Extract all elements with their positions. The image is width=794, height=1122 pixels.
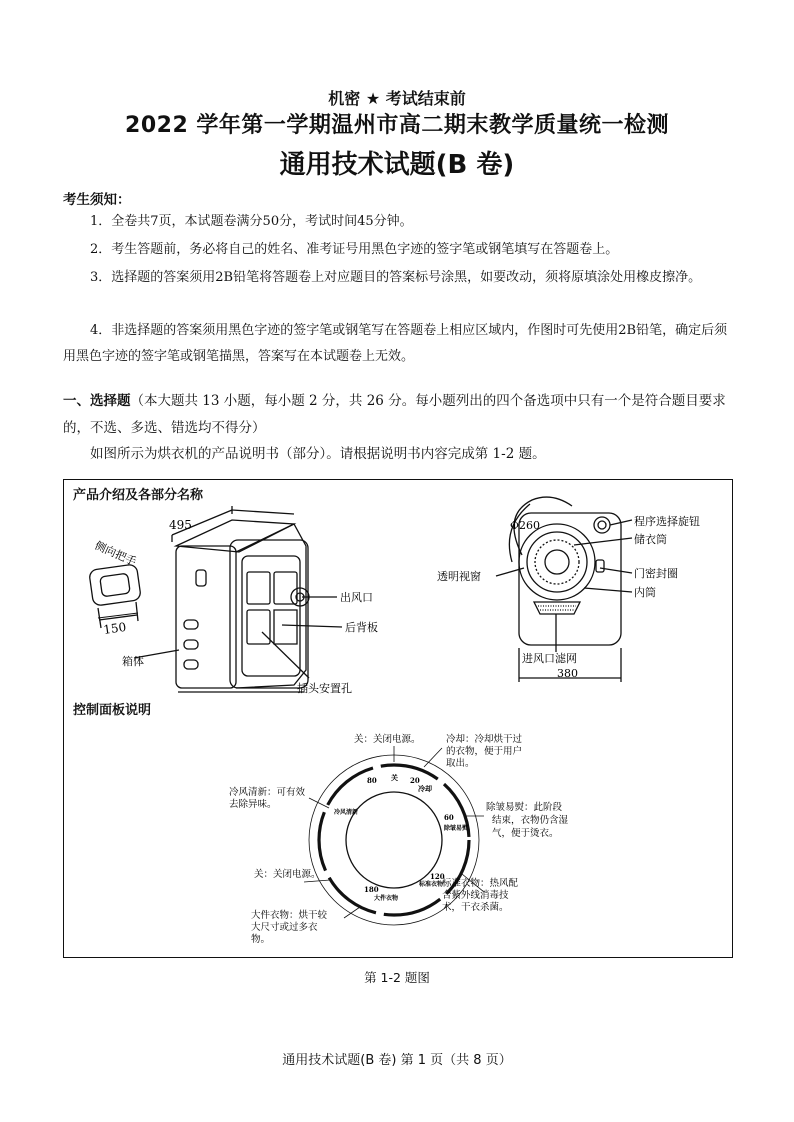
- exam-title: 2022 学年第一学期温州市高二期末教学质量统一检测: [125, 113, 669, 138]
- dial-off-top: 关：关闭电源。: [354, 734, 421, 745]
- dim-260: Φ260: [510, 519, 541, 532]
- notice-heading: 考生须知：: [63, 192, 131, 208]
- dial-wrinkle: 除皱易熨：此阶段结束，衣物仍含湿气，便于烫衣。: [486, 802, 569, 839]
- dial-off-left: 关：关闭电源。: [254, 869, 321, 880]
- notice-item-1: 1．全卷共7页，本试题卷满分50分，考试时间45分钟。: [90, 214, 413, 229]
- section-1-label: 一、选择题: [63, 393, 131, 409]
- notice-item-2: 2．考生答题前，务必将自己的姓名、准考证号用黑色字迹的签字笔或钢笔填写在答题卷上。: [90, 242, 619, 257]
- tick-20: 20: [410, 776, 420, 785]
- figure-caption: 第 1-2 题图: [364, 970, 430, 985]
- label-back-panel: 后背板: [345, 621, 378, 634]
- label-window: 透明视窗: [437, 570, 481, 583]
- figure-part-title: 产品介绍及各部分名称: [73, 488, 204, 503]
- tick-large: 大件衣物: [374, 895, 399, 902]
- tick-cool: 冷却: [418, 784, 432, 793]
- section-1-header: [63, 388, 735, 442]
- dial-cool: 冷却：冷却烘干过的衣物，便于用户取出。: [446, 734, 523, 769]
- dim-380: 380: [557, 667, 578, 680]
- dryer-figure: [64, 480, 732, 957]
- tick-80: 80: [367, 776, 377, 785]
- dial-large: 大件衣物：烘干较大尺寸或过多衣物。: [251, 910, 328, 945]
- figure-box: [63, 479, 733, 958]
- label-knob: 程序选择旋钮: [634, 515, 700, 528]
- label-cabinet: 箱体: [122, 655, 144, 668]
- notice-item-4: 4．非选择题的答案须用黑色字迹的签字笔或钢笔写在答题卷上相应区域内，作图时可先使用2B铅笔，确定后须用黑色字迹的签字笔或钢笔描黑，答案写在本试题卷上无效。: [63, 323, 728, 364]
- tick-fresh: 冷风清新: [334, 809, 359, 816]
- confidential-mark: 机密 ★ 考试结束前: [328, 89, 466, 108]
- section-1-desc: （本大题共 13 小题，每小题 2 分，共 26 分。每小题列出的四个备选项中只有一个是符合题目要求的，不选、多选、错选均不得分）: [63, 393, 726, 436]
- label-seal: 门密封圈: [634, 567, 678, 580]
- tick-120: 120: [430, 872, 445, 881]
- tick-wrinkle: 除皱易熨: [444, 825, 469, 832]
- tick-standard: 标准衣物: [419, 881, 444, 888]
- dim-495: 495: [169, 518, 192, 532]
- dial-standard: 标准衣物：热风配合紫外线消毒技术，干衣杀菌。: [442, 878, 519, 913]
- label-inner: 内筒: [634, 586, 656, 599]
- notice-item-3: 3．选择题的答案须用2B铅笔将答题卷上对应题目的答案标号涂黑，如要改动，须将原填涂处用橡皮擦净。: [90, 270, 702, 285]
- label-plug-hole: 插头安置孔: [297, 682, 352, 695]
- tick-60: 60: [444, 813, 454, 822]
- label-side-handle: 侧向把手: [92, 538, 139, 569]
- label-filter: 进风口滤网: [522, 652, 577, 665]
- figure-panel-title: 控制面板说明: [73, 703, 152, 718]
- label-outlet: 出风口: [340, 591, 373, 604]
- dim-150: 150: [102, 619, 128, 637]
- tick-180: 180: [364, 885, 379, 894]
- label-drum-store: 储衣筒: [634, 533, 667, 546]
- tick-off: 关: [391, 773, 398, 782]
- exam-subtitle: 通用技术试题(B 卷): [279, 150, 515, 180]
- dial-cold-fresh: 冷风清新：可有效去除异味。: [229, 787, 306, 810]
- question-intro: 如图所示为烘衣机的产品说明书（部分）。请根据说明书内容完成第 1-2 题。: [90, 446, 546, 462]
- page-footer: 通用技术试题(B 卷) 第 1 页（共 8 页）: [282, 1053, 512, 1068]
